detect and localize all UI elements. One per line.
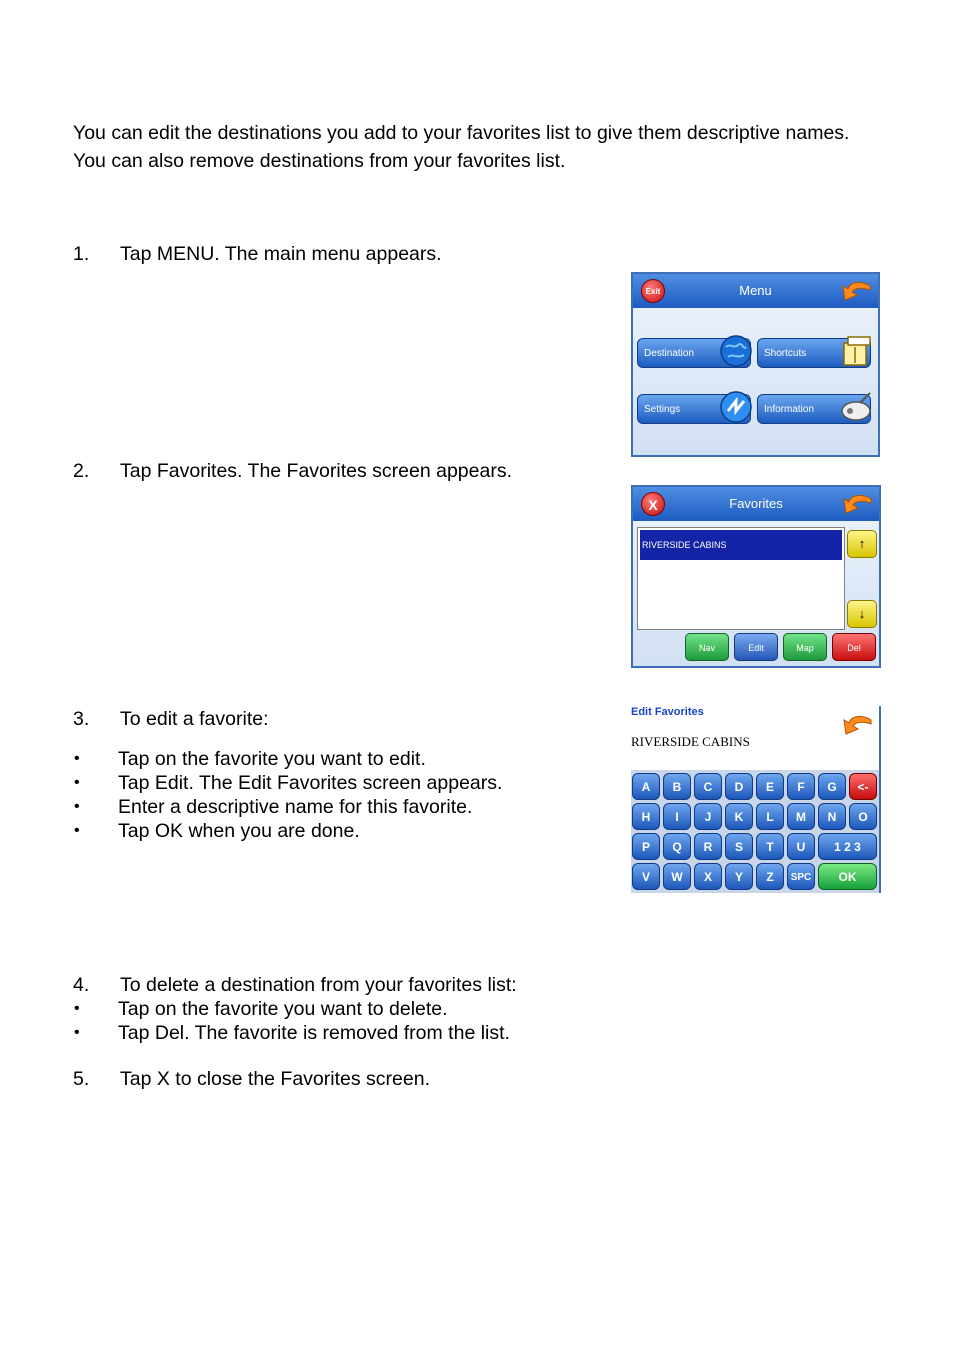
key-t[interactable]: T (756, 833, 784, 860)
key-p[interactable]: P (632, 833, 660, 860)
key-c[interactable]: C (694, 773, 722, 800)
shortcuts-button[interactable] (757, 338, 871, 368)
map-button[interactable]: Map (783, 633, 827, 661)
edit-favorites-screenshot (631, 706, 881, 893)
nav-button[interactable]: Nav (685, 633, 729, 661)
key-f[interactable]: F (787, 773, 815, 800)
edit-bullet-1: Tap on the favorite you want to edit. (118, 748, 426, 770)
bullet-marker: • (74, 774, 80, 791)
key-o[interactable]: O (849, 803, 877, 830)
key-l[interactable]: L (756, 803, 784, 830)
key-m[interactable]: M (787, 803, 815, 830)
key-y[interactable]: Y (725, 863, 753, 890)
edit-bullet-4: Tap OK when you are done. (118, 820, 360, 842)
key-v[interactable]: V (632, 863, 660, 890)
exit-button[interactable]: Exit (641, 279, 665, 303)
key-b[interactable]: B (663, 773, 691, 800)
key-q[interactable]: Q (663, 833, 691, 860)
key-n[interactable]: N (818, 803, 846, 830)
favorites-screenshot (631, 485, 881, 668)
settings-icon (718, 389, 754, 425)
key-g[interactable]: G (818, 773, 846, 800)
step-4-text: To delete a destination from your favorites list: (120, 974, 517, 996)
edit-bullet-2: Tap Edit. The Edit Favorites screen appears. (118, 772, 503, 794)
menu-screenshot (631, 272, 880, 457)
key-d[interactable]: D (725, 773, 753, 800)
delete-bullet-2: Tap Del. The favorite is removed from the list. (118, 1022, 510, 1044)
bullet-marker: • (74, 822, 80, 839)
destination-button[interactable] (637, 338, 751, 368)
favorites-list[interactable] (637, 527, 845, 630)
step-2-text: Tap Favorites. The Favorites screen appears. (120, 460, 512, 482)
key-backspace[interactable]: <- (849, 773, 877, 800)
key-x[interactable]: X (694, 863, 722, 890)
scroll-up-button[interactable]: ↑ (847, 530, 877, 558)
intro-line-2: You can also remove destinations from your favorites list. (73, 150, 566, 172)
back-arrow-icon[interactable] (841, 714, 873, 736)
step-2-number: 2. (73, 460, 90, 482)
shortcuts-label: Shortcuts (764, 348, 807, 359)
key-u[interactable]: U (787, 833, 815, 860)
information-label: Information (764, 404, 815, 415)
delete-button[interactable]: Del (832, 633, 876, 661)
key-r[interactable]: R (694, 833, 722, 860)
step-3-text: To edit a favorite: (120, 708, 269, 730)
step-5-text: Tap X to close the Favorites screen. (120, 1068, 430, 1090)
bullet-marker: • (74, 1000, 80, 1017)
bullet-marker: • (74, 1024, 80, 1041)
favorite-name-input[interactable]: RIVERSIDE CABINS (631, 734, 750, 749)
key-j[interactable]: J (694, 803, 722, 830)
key-a[interactable]: A (632, 773, 660, 800)
ok-button[interactable]: OK (818, 863, 877, 890)
menu-title: Menu (739, 283, 772, 298)
back-arrow-icon[interactable] (840, 280, 872, 302)
key-e[interactable]: E (756, 773, 784, 800)
step-3-number: 3. (73, 708, 90, 730)
menu-body (633, 308, 878, 455)
back-arrow-icon[interactable] (841, 493, 873, 515)
key-i[interactable]: I (663, 803, 691, 830)
settings-button[interactable] (637, 394, 751, 424)
delete-bullet-1: Tap on the favorite you want to delete. (118, 998, 448, 1020)
edit-button[interactable]: Edit (734, 633, 778, 661)
step-1-text: Tap MENU. The main menu appears. (120, 243, 442, 265)
settings-label: Settings (644, 404, 681, 415)
edit-bullet-3: Enter a descriptive name for this favorite. (118, 796, 473, 818)
step-4-number: 4. (73, 974, 90, 996)
cabinet-icon (838, 333, 874, 369)
key-s[interactable]: S (725, 833, 753, 860)
globe-icon (718, 333, 754, 369)
intro-line-1: You can edit the destinations you add to your favorites list to give them descriptive names. (73, 122, 850, 144)
key-w[interactable]: W (663, 863, 691, 890)
close-button[interactable]: X (641, 492, 665, 516)
bullet-marker: • (74, 750, 80, 767)
key-space[interactable]: SPC (787, 863, 815, 890)
list-item[interactable]: RIVERSIDE CABINS (640, 530, 842, 560)
key-z[interactable]: Z (756, 863, 784, 890)
edit-favorites-title: Edit Favorites (631, 706, 704, 718)
information-button[interactable] (757, 394, 871, 424)
scroll-down-button[interactable]: ↓ (847, 600, 877, 628)
step-1-number: 1. (73, 243, 90, 265)
keyboard (631, 770, 879, 893)
bullet-marker: • (74, 798, 80, 815)
step-5-number: 5. (73, 1068, 90, 1090)
key-numbers[interactable]: 1 2 3 (818, 833, 877, 860)
key-k[interactable]: K (725, 803, 753, 830)
information-icon (838, 389, 874, 425)
destination-label: Destination (644, 348, 695, 359)
favorites-title: Favorites (729, 496, 783, 511)
key-h[interactable]: H (632, 803, 660, 830)
